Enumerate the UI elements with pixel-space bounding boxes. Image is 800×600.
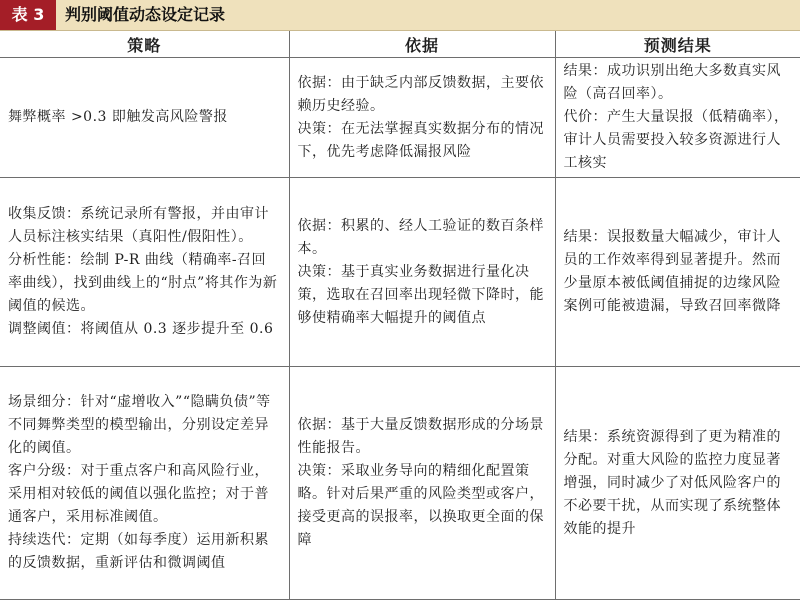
- result-cell: [555, 367, 800, 600]
- table-number-tag: 表 3: [0, 0, 56, 30]
- column-header-result: 预测结果: [555, 31, 800, 58]
- strategy-cell: [0, 58, 289, 178]
- cell-paragraph: 决策：基于真实业务数据进行量化决策，选取在召回率出现轻微下降时，能够使精确率大幅提升的阈值点: [297, 263, 544, 326]
- cell-paragraph: 调整阈值：将阈值从 0.3 逐步提升至 0.6: [8, 321, 274, 337]
- cell-paragraph: 分析性能：绘制 P-R 曲线（精确率-召回率曲线），找到曲线上的“肘点”将其作为新阈值的候选。: [8, 252, 278, 314]
- cell-paragraph: 决策：采取业务导向的精细化配置策略。针对后果严重的风险类型或客户，接受更高的误报率，以换取更全面的保障: [297, 463, 544, 548]
- strategy-cell: [0, 178, 289, 367]
- cell-paragraph: 依据：积累的、经人工验证的数百条样本。: [297, 217, 544, 257]
- cell-paragraph: 结果：成功识别出绝大多数真实风险（高召回率）。: [563, 63, 781, 102]
- basis-cell: [289, 58, 555, 178]
- basis-cell: [289, 367, 555, 600]
- table-title: 判别阈值动态设定记录: [65, 5, 226, 24]
- cell-paragraph: 客户分级：对于重点客户和高风险行业，采用相对较低的阈值以强化监控；对于普通客户，采用标准阈值。: [8, 463, 269, 525]
- table-row: [0, 58, 800, 178]
- cell-paragraph: 结果：系统资源得到了更为精准的分配。对重大风险的监控力度显著增强，同时减少了对低风险客户的不必要干扰，从而实现了系统整体效能的提升: [563, 428, 781, 537]
- table-caption-bar: [0, 0, 800, 31]
- cell-paragraph: 代价：产生大量误报（低精确率），审计人员需要投入较多资源进行人工核实: [563, 109, 789, 171]
- table-header-row: [0, 31, 800, 58]
- cell-paragraph: 舞弊概率 >0.3 即触发高风险警报: [8, 109, 228, 125]
- cell-paragraph: 依据：由于缺乏内部反馈数据，主要依赖历史经验。: [297, 74, 544, 114]
- cell-paragraph: 持续迭代：定期（如每季度）运用新积累的反馈数据，重新评估和微调阈值: [8, 532, 269, 571]
- strategy-cell: [0, 367, 289, 600]
- column-header-strategy: 策略: [0, 31, 289, 58]
- cell-paragraph: 依据：基于大量反馈数据形成的分场景性能报告。: [297, 417, 544, 456]
- table-row: [0, 367, 800, 600]
- cell-paragraph: 决策：在无法掌握真实数据分布的情况下，优先考虑降低漏报风险: [297, 120, 544, 160]
- result-cell: [555, 58, 800, 178]
- table-row: [0, 178, 800, 367]
- basis-cell: [289, 178, 555, 367]
- column-header-basis: 依据: [289, 31, 555, 58]
- cell-paragraph: 收集反馈：系统记录所有警报，并由审计人员标注核实结果（真阳性/假阳性）。: [8, 206, 269, 245]
- cell-paragraph: 结果：误报数量大幅减少，审计人员的工作效率得到显著提升。然而少量原本被低阈值捕捉的边缘风险案例可能被遗漏，导致召回率微降: [563, 229, 781, 314]
- result-cell: [555, 178, 800, 367]
- threshold-record-table: [0, 31, 800, 600]
- cell-paragraph: 场景细分：针对“虚增收入”“隐瞒负债”等不同舞弊类型的模型输出，分别设定差异化的阈值。: [8, 394, 271, 456]
